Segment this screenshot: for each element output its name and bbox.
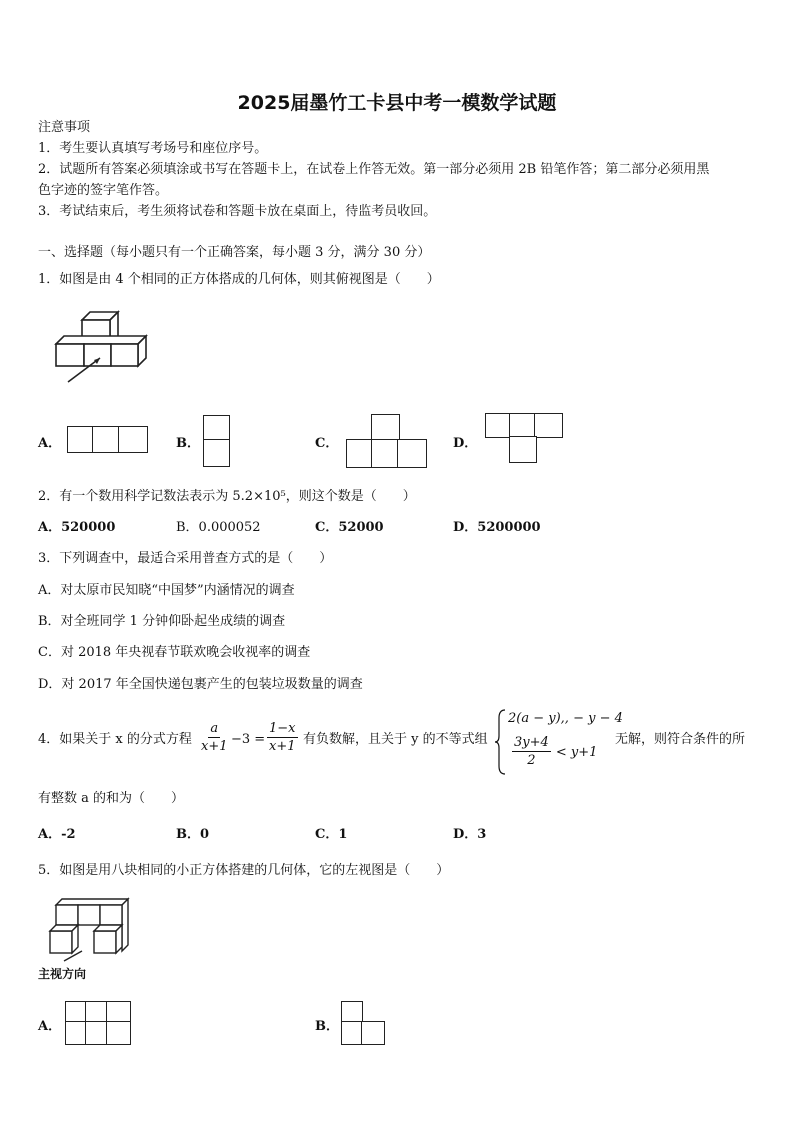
q4-inequality-2 [512,734,597,769]
q4-fraction-1 [199,720,230,755]
q1-option-c-figure [346,414,427,468]
q4-inequality-1: 2(a − y),, − y − 4 [508,711,623,726]
q4-minus-3: −3 = [231,732,266,747]
q1-option-a-figure [67,426,148,453]
q4-frac2-num: 1−x [269,721,296,736]
q2-stem: 2．有一个数用科学记数法表示为 5.2×10⁵，则这个数是（ ） [38,489,416,504]
q4-brace-icon [495,708,507,776]
q1-option-a: A． [38,436,62,451]
q4-option-d: D．3 [453,827,487,842]
q4-frac1-num: a [210,721,219,736]
q3-option-c: C．对 2018 年央视春节联欢晚会收视率的调查 [38,645,311,660]
q4-ineq2-rest: < y+1 [555,745,598,760]
q1-option-d-figure [485,413,563,463]
page-title: 2025届墨竹工卡县中考一模数学试题 [237,92,557,114]
q2-option-a: A．520000 [38,520,116,535]
q4-text-line2: 有整数 a 的和为（ ） [38,791,185,806]
q5-stem: 5．如图是用八块相同的小正方体搭建的几何体，它的左视图是（ ） [38,863,450,878]
q4-option-c: C．1 [315,827,348,842]
notice-item-2: 2．试题所有答案必须填涂或书写在答题卡上，在试卷上作答无效。第一部分必须用 2B 铅笔作答；第二部分必须用黑 [38,162,710,177]
q3-option-d: D．对 2017 年全国快递包裹产生的包装垃圾数量的调查 [38,677,363,692]
cube-stack-8-icon [44,895,136,963]
notice-item-3: 3．考试结束后，考生须将试卷和答题卡放在桌面上，待监考员收回。 [38,204,437,219]
q3-option-b: B．对全班同学 1 分钟仰卧起坐成绩的调查 [38,614,286,629]
q2-option-d: D．5200000 [453,520,541,535]
q1-option-b-figure [203,415,230,467]
q1-option-d: D． [453,436,478,451]
q3-stem: 3．下列调查中，最适合采用普查方式的是（ ） [38,551,333,566]
q4-text-2: 有负数解，且关于 y 的不等式组 [303,732,488,747]
q4-fraction-2 [267,720,298,755]
cube-stack-4-icon [50,306,170,390]
q4-frac2-den: x+1 [269,739,296,754]
q1-stem: 1．如图是由 4 个相同的正方体搭成的几何体，则其俯视图是（ ） [38,272,440,287]
q4-text-3: 无解，则符合条件的所 [615,732,746,747]
q5-figure-caption: 主视方向 [38,967,87,981]
q4-ineq2-num: 3y+4 [514,735,549,750]
q3-option-a: A．对太原市民知晓“中国梦”内涵情况的调查 [38,583,295,598]
q4-option-b: B．0 [176,827,210,842]
q5-option-a-figure [65,1001,131,1045]
q4-text-1: 4．如果关于 x 的分式方程 [38,732,192,747]
q2-option-b: B．0.000052 [176,520,261,535]
notice-item-2-cont: 色字迹的签字笔作答。 [38,183,169,198]
q1-option-c: C． [315,436,339,451]
q5-option-a: A． [38,1019,62,1034]
q5-option-b: B． [315,1019,339,1034]
notice-heading: 注意事项 [38,120,91,135]
q4-option-a: A．-2 [38,827,76,842]
q1-option-b: B． [176,436,200,451]
q2-option-c: C．52000 [315,520,384,535]
q5-option-b-figure [341,1001,385,1045]
q4-frac1-den: x+1 [201,739,228,754]
section-heading: 一、选择题（每小题只有一个正确答案，每小题 3 分，满分 30 分） [38,245,431,260]
q4-ineq2-den: 2 [527,753,536,768]
notice-item-1: 1．考生要认真填写考场号和座位序号。 [38,141,268,156]
